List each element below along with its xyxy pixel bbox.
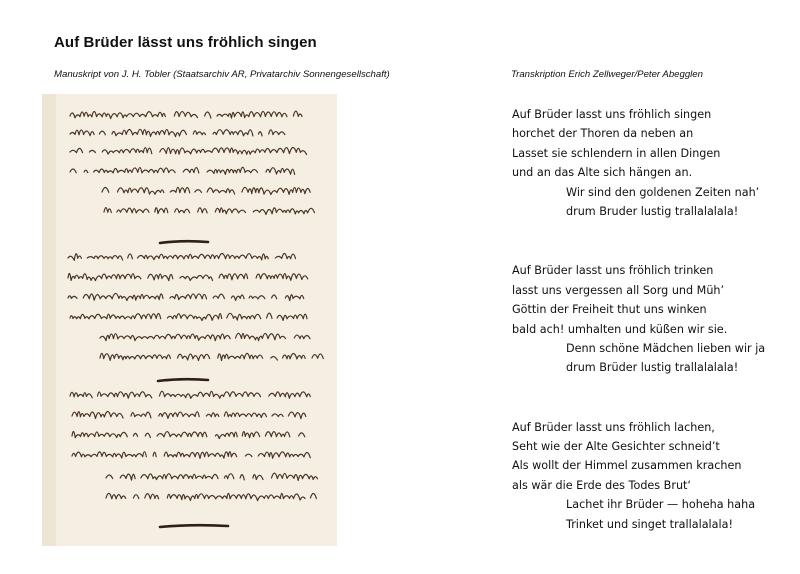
verse-line: als wär die Erde des Todes Brut‘ xyxy=(512,478,691,492)
manuscript-caption: Manuskript von J. H. Tobler (Staatsarchiv AR, Privatarchiv Sonnengesellschaft) xyxy=(54,69,390,80)
verse-line: Als wollt der Himmel zusammen krachen xyxy=(512,459,742,473)
verse-line: horchet der Thoren da neben an xyxy=(512,127,694,141)
refrain-line: Wir sind den goldenen Zeiten nah’ xyxy=(566,185,760,199)
verse-line: Auf Brüder lasst uns fröhlich trinken xyxy=(512,264,714,278)
stanza-2 xyxy=(512,261,797,377)
verse-line: Göttin der Freiheit thut uns winken xyxy=(512,303,707,317)
verse-line: Seht wie der Alte Gesichter schneid’t xyxy=(512,440,720,454)
verse-line: lasst uns vergessen all Sorg und Müh’ xyxy=(512,283,725,297)
transcription-caption: Transkription Erich Zellweger/Peter Abegglen xyxy=(511,69,703,80)
verse-line: und an das Alte sich hängen an. xyxy=(512,166,693,180)
refrain-line: Lachet ihr Brüder — hoheha haha xyxy=(566,498,756,512)
verse-line: Auf Brüder lasst uns fröhlich singen xyxy=(512,108,712,121)
refrain-line: drum Bruder lustig trallalalala! xyxy=(566,204,739,218)
transcription xyxy=(512,105,797,574)
page-title: Auf Brüder lässt uns fröhlich singen xyxy=(54,34,317,51)
verse-line: bald ach! umhalten und küßen wir sie. xyxy=(512,322,728,336)
stanza-1 xyxy=(512,105,797,221)
verse-line: Lasset sie schlendern in allen Dingen xyxy=(512,146,721,160)
refrain-line: Denn schöne Mädchen lieben wir ja xyxy=(566,341,766,355)
refrain-line: Trinket und singet trallalalala! xyxy=(566,517,733,531)
refrain-line: drum Brüder lustig trallalalala! xyxy=(566,361,739,375)
stanza-3 xyxy=(512,418,797,534)
manuscript-handwriting-illustration xyxy=(42,94,337,546)
verse-line: Auf Brüder lasst uns fröhlich lachen, xyxy=(512,420,715,434)
manuscript-image xyxy=(42,94,337,546)
